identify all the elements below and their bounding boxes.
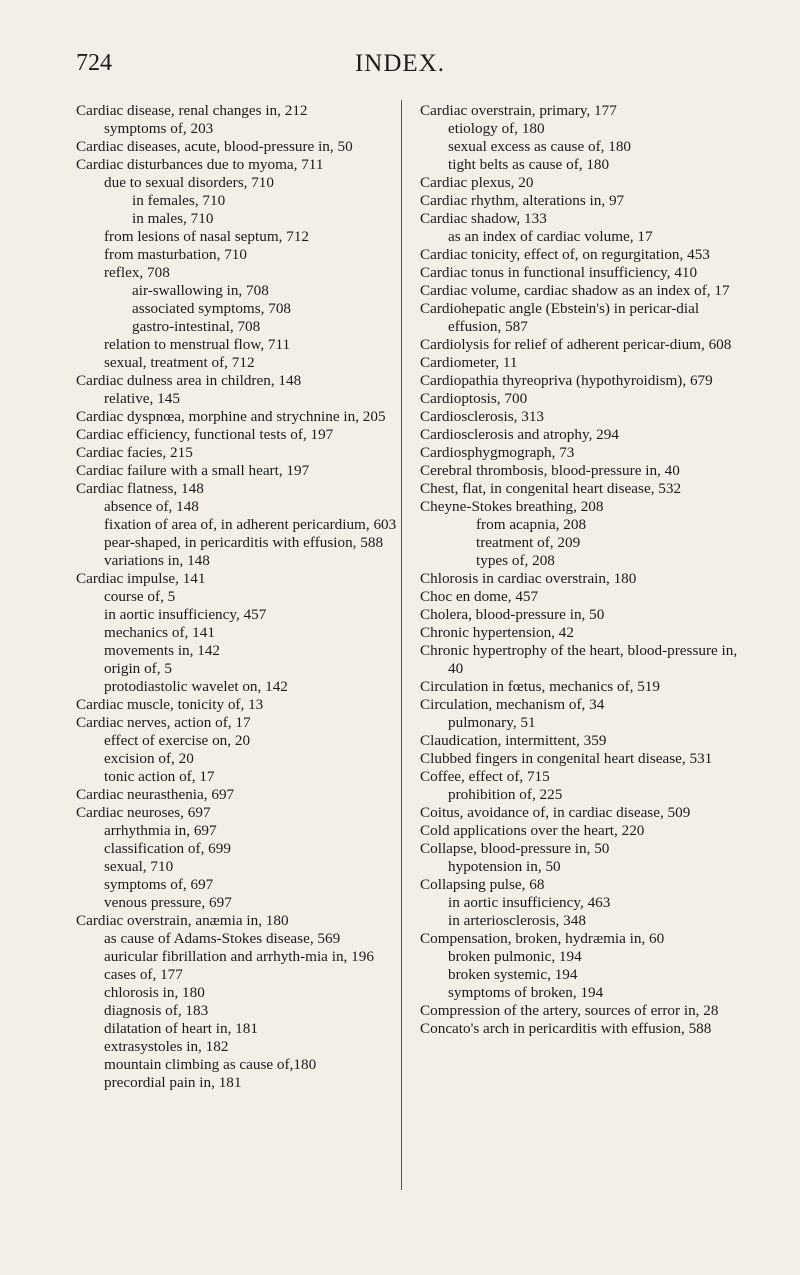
index-entry: Cardiac nerves, action of, 17 bbox=[76, 714, 251, 731]
index-subentry: movements in, 142 bbox=[104, 642, 221, 659]
index-column-left bbox=[76, 102, 408, 1092]
index-subentry: treatment of, 209 bbox=[476, 534, 581, 551]
index-entry: Choc en dome, 457 bbox=[420, 588, 539, 605]
index-entry: Cardiac efficiency, functional tests of, 197 bbox=[76, 426, 334, 443]
index-entry: Cardiac dyspnœa, morphine and strychnine in, 205 bbox=[76, 408, 386, 425]
index-entry: Cardiac facies, 215 bbox=[76, 444, 193, 461]
index-entry: Cardiosclerosis, 313 bbox=[420, 408, 545, 425]
index-subentry: course of, 5 bbox=[104, 588, 176, 605]
index-entry: Compensation, broken, hydræmia in, 60 bbox=[420, 930, 665, 947]
index-entry: Cardiac overstrain, anæmia in, 180 bbox=[76, 912, 289, 929]
index-subentry: tonic action of, 17 bbox=[104, 768, 215, 785]
index-subentry: in females, 710 bbox=[132, 192, 226, 209]
index-entry: Cardiolysis for relief of adherent pericar-dium, 608 bbox=[420, 336, 732, 353]
index-entry: Collapse, blood-pressure in, 50 bbox=[420, 840, 610, 857]
index-subentry: absence of, 148 bbox=[104, 498, 199, 515]
index-subentry: from lesions of nasal septum, 712 bbox=[104, 228, 310, 245]
index-subentry: pear-shaped, in pericarditis with effusion, 588 bbox=[104, 534, 384, 551]
index-subentry: cases of, 177 bbox=[104, 966, 183, 983]
index-entry: Cholera, blood-pressure in, 50 bbox=[420, 606, 605, 623]
index-subentry: in aortic insufficiency, 457 bbox=[104, 606, 267, 623]
index-subentry: gastro-intestinal, 708 bbox=[132, 318, 261, 335]
index-entry: Chlorosis in cardiac overstrain, 180 bbox=[420, 570, 637, 587]
running-title: INDEX. bbox=[354, 50, 445, 77]
index-subentry: pulmonary, 51 bbox=[448, 714, 536, 731]
index-entry: Circulation in fœtus, mechanics of, 519 bbox=[420, 678, 660, 695]
index-subentry: precordial pain in, 181 bbox=[104, 1074, 242, 1091]
index-entry: Cardiac muscle, tonicity of, 13 bbox=[76, 696, 264, 713]
index-subentry: auricular fibrillation and arrhyth-mia in, 196 bbox=[104, 948, 374, 965]
index-entry: Chest, flat, in congenital heart disease, 532 bbox=[420, 480, 682, 497]
index-subentry: classification of, 699 bbox=[104, 840, 231, 857]
index-entry: Cardiohepatic angle (Ebstein's) in pericar-dial effusion, 587 bbox=[420, 300, 700, 335]
index-entry: Cardiac neurasthenia, 697 bbox=[76, 786, 235, 803]
index-subentry: as cause of Adams-Stokes disease, 569 bbox=[104, 930, 341, 947]
index-subentry: in aortic insufficiency, 463 bbox=[448, 894, 611, 911]
index-entry: Cardiac diseases, acute, blood-pressure in, 50 bbox=[76, 138, 353, 155]
index-subentry: from acapnia, 208 bbox=[476, 516, 587, 533]
index-entry: Cheyne-Stokes breathing, 208 bbox=[420, 498, 604, 515]
page-number: 724 bbox=[76, 50, 112, 76]
index-subentry: prohibition of, 225 bbox=[448, 786, 563, 803]
index-subentry: venous pressure, 697 bbox=[104, 894, 232, 911]
index-entry: Cardioptosis, 700 bbox=[420, 390, 528, 407]
index-entry: Cardiac overstrain, primary, 177 bbox=[420, 102, 617, 119]
index-entry: Compression of the artery, sources of error in, 28 bbox=[420, 1002, 719, 1019]
index-entry: Cold applications over the heart, 220 bbox=[420, 822, 645, 839]
index-entry: Circulation, mechanism of, 34 bbox=[420, 696, 605, 713]
index-column-right bbox=[420, 102, 738, 1038]
index-subentry: arrhythmia in, 697 bbox=[104, 822, 217, 839]
index-subentry: sexual, treatment of, 712 bbox=[104, 354, 255, 371]
index-subentry: due to sexual disorders, 710 bbox=[104, 174, 274, 191]
index-entry: Cardiosclerosis and atrophy, 294 bbox=[420, 426, 619, 443]
index-subentry: symptoms of broken, 194 bbox=[448, 984, 604, 1001]
index-entry: Cardiac tonus in functional insufficiency, 410 bbox=[420, 264, 698, 281]
index-subentry: mountain climbing as cause of,180 bbox=[104, 1056, 317, 1073]
index-entry: Clubbed fingers in congenital heart disease, 531 bbox=[420, 750, 713, 767]
index-entry: Concato's arch in pericarditis with effusion, 588 bbox=[420, 1020, 712, 1037]
index-subentry: variations in, 148 bbox=[104, 552, 210, 569]
index-subentry: hypotension in, 50 bbox=[448, 858, 561, 875]
index-entry: Cerebral thrombosis, blood-pressure in, 40 bbox=[420, 462, 680, 479]
index-subentry: origin of, 5 bbox=[104, 660, 172, 677]
index-subentry: in males, 710 bbox=[132, 210, 214, 227]
index-subentry: in arteriosclerosis, 348 bbox=[448, 912, 586, 929]
index-subentry: as an index of cardiac volume, 17 bbox=[448, 228, 653, 245]
index-subentry: reflex, 708 bbox=[104, 264, 170, 281]
index-subentry: types of, 208 bbox=[476, 552, 555, 569]
index-entry: Cardiac volume, cardiac shadow as an index of, 17 bbox=[420, 282, 730, 299]
index-subentry: etiology of, 180 bbox=[448, 120, 545, 137]
index-entry: Cardiac flatness, 148 bbox=[76, 480, 204, 497]
index-entry: Cardiac dulness area in children, 148 bbox=[76, 372, 302, 389]
index-entry: Cardiac shadow, 133 bbox=[420, 210, 547, 227]
index-entry: Cardiac disease, renal changes in, 212 bbox=[76, 102, 308, 119]
index-subentry: effect of exercise on, 20 bbox=[104, 732, 251, 749]
index-subentry: from masturbation, 710 bbox=[104, 246, 247, 263]
index-entry: Claudication, intermittent, 359 bbox=[420, 732, 607, 749]
index-entry: Cardiac tonicity, effect of, on regurgitation, 453 bbox=[420, 246, 710, 263]
index-entry: Cardiac impulse, 141 bbox=[76, 570, 206, 587]
index-entry: Collapsing pulse, 68 bbox=[420, 876, 545, 893]
index-entry: Coffee, effect of, 715 bbox=[420, 768, 550, 785]
index-entry: Cardiac rhythm, alterations in, 97 bbox=[420, 192, 625, 209]
index-entry: Chronic hypertension, 42 bbox=[420, 624, 574, 641]
index-entry: Coitus, avoidance of, in cardiac disease, 509 bbox=[420, 804, 691, 821]
index-entry: Cardiosphygmograph, 73 bbox=[420, 444, 575, 461]
index-subentry: extrasystoles in, 182 bbox=[104, 1038, 229, 1055]
index-entry: Cardiac plexus, 20 bbox=[420, 174, 534, 191]
index-subentry: sexual excess as cause of, 180 bbox=[448, 138, 632, 155]
index-subentry: associated symptoms, 708 bbox=[132, 300, 292, 317]
index-subentry: relative, 145 bbox=[104, 390, 180, 407]
index-entry: Chronic hypertrophy of the heart, blood-pressure in, 40 bbox=[420, 642, 738, 677]
index-entry: Cardiac failure with a small heart, 197 bbox=[76, 462, 310, 479]
index-subentry: symptoms of, 697 bbox=[104, 876, 214, 893]
index-subentry: chlorosis in, 180 bbox=[104, 984, 205, 1001]
index-entry: Cardiac neuroses, 697 bbox=[76, 804, 211, 821]
index-subentry: diagnosis of, 183 bbox=[104, 1002, 209, 1019]
index-entry: Cardiopathia thyreopriva (hypothyroidism), 679 bbox=[420, 372, 713, 389]
index-subentry: sexual, 710 bbox=[104, 858, 174, 875]
index-subentry: air-swallowing in, 708 bbox=[132, 282, 269, 299]
index-subentry: fixation of area of, in adherent pericardium, 603 bbox=[104, 516, 397, 533]
index-subentry: dilatation of heart in, 181 bbox=[104, 1020, 258, 1037]
index-subentry: mechanics of, 141 bbox=[104, 624, 215, 641]
index-subentry: excision of, 20 bbox=[104, 750, 194, 767]
index-entry: Cardiometer, 11 bbox=[420, 354, 518, 371]
index-subentry: relation to menstrual flow, 711 bbox=[104, 336, 291, 353]
page-header bbox=[0, 50, 800, 84]
index-subentry: broken pulmonic, 194 bbox=[448, 948, 582, 965]
index-subentry: symptoms of, 203 bbox=[104, 120, 214, 137]
index-subentry: broken systemic, 194 bbox=[448, 966, 578, 983]
index-entry: Cardiac disturbances due to myoma, 711 bbox=[76, 156, 324, 173]
column-divider bbox=[401, 100, 402, 1190]
index-subentry: tight belts as cause of, 180 bbox=[448, 156, 610, 173]
index-subentry: protodiastolic wavelet on, 142 bbox=[104, 678, 288, 695]
